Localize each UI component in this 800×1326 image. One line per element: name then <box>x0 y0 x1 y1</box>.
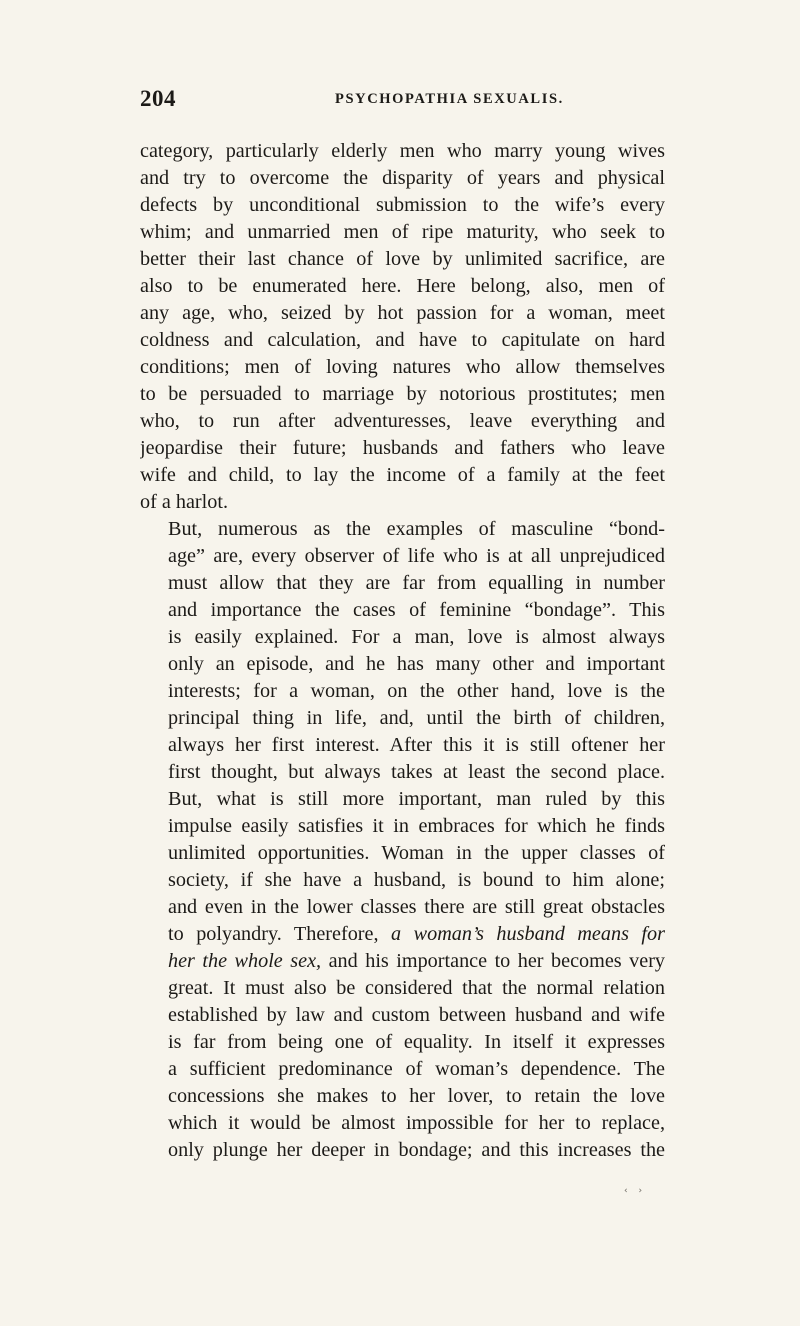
italic-emphasis: her the whole sex, <box>168 950 322 972</box>
text-line: established by law and custom between husband and wife <box>168 1004 665 1026</box>
text-line <box>140 921 665 948</box>
text-line: defects by unconditional submission to the wife’s every <box>140 194 665 216</box>
text-line: impulse easily satisfies it in embraces for which he finds <box>168 815 665 837</box>
text-line: is easily explained. For a man, love is almost always <box>168 626 665 648</box>
text-line: which it would be almost impossible for her to replace, <box>168 1112 665 1134</box>
text-line: only plunge her deeper in bondage; and this increases the <box>168 1139 665 1161</box>
text-line: better their last chance of love by unlimited sacrifice, are <box>140 248 665 270</box>
text-line: also to be enumerated here. Here belong, also, men of <box>140 275 665 297</box>
footer-mark: ‹ › <box>624 1186 647 1196</box>
text-line: But, what is still more important, man ruled by this <box>168 788 665 810</box>
text-line: whim; and unmarried men of ripe maturity, who seek to <box>140 221 665 243</box>
text-line: must allow that they are far from equalling in number <box>168 572 665 594</box>
text-line: to be persuaded to marriage by notorious prostitutes; men <box>140 383 665 405</box>
text-line: and even in the lower classes there are still great obstacles <box>168 896 665 918</box>
text-line <box>140 948 665 975</box>
paragraph <box>140 138 665 516</box>
text-line: society, if she have a husband, is bound to him alone; <box>168 869 665 891</box>
text-line: unlimited opportunities. Woman in the upper classes of <box>168 842 665 864</box>
text-line: jeopardise their future; husbands and fathers who leave <box>140 437 665 459</box>
text-line: conditions; men of loving natures who allow themselves <box>140 356 665 378</box>
text-line: a sufficient predominance of woman’s dependence. The <box>168 1058 665 1080</box>
text-line: interests; for a woman, on the other hand, love is the <box>168 680 665 702</box>
italic-emphasis: a woman’s husband means for <box>391 923 665 945</box>
text-line: great. It must also be considered that the normal relation <box>168 977 665 999</box>
text-line: is far from being one of equality. In itself it expresses <box>168 1031 665 1053</box>
text-line: who, to run after adventuresses, leave everything and <box>140 410 665 432</box>
text-line: any age, who, seized by hot passion for a woman, meet <box>140 302 665 324</box>
text-line: But, numerous as the examples of masculine “bond- <box>168 518 665 540</box>
text-line: principal thing in life, and, until the birth of children, <box>168 707 665 729</box>
text-line: only an episode, and he has many other and important <box>168 653 665 675</box>
text-line: first thought, but always takes at least the second place. <box>168 761 665 783</box>
text-line: age” are, every observer of life who is at all unprejudiced <box>168 545 665 567</box>
text-line: and importance the cases of feminine “bondage”. This <box>168 599 665 621</box>
text-line: wife and child, to lay the income of a family at the feet <box>140 464 665 486</box>
text-line: and try to overcome the disparity of years and physical <box>140 167 665 189</box>
text-line: category, particularly elderly men who marry young wives <box>140 140 665 162</box>
text-fragment: and his importance to her becomes very <box>328 950 665 972</box>
text-line: of a harlot. <box>140 491 229 513</box>
body-text <box>140 138 665 1164</box>
paragraph <box>140 516 665 1164</box>
text-fragment: to polyandry. Therefore, <box>168 923 379 945</box>
text-line: concessions she makes to her lover, to retain the love <box>168 1085 665 1107</box>
text-line: coldness and calculation, and have to capitulate on hard <box>140 329 665 351</box>
page-header <box>140 86 666 116</box>
text-line: always her first interest. After this it is still oftener her <box>168 734 665 756</box>
page-number: 204 <box>140 86 176 111</box>
running-title: PSYCHOPATHIA SEXUALIS. <box>335 91 564 107</box>
